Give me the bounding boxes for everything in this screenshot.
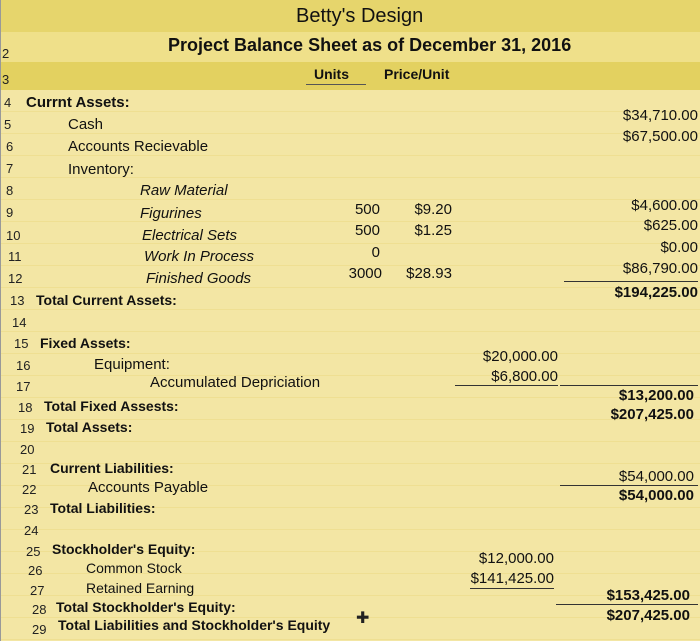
- equity-heading: Stockholder's Equity:: [52, 541, 196, 557]
- retained-underline: [470, 588, 554, 589]
- depreciation-value: $6,800.00: [491, 368, 558, 385]
- ap-value: $54,000.00: [618, 468, 694, 485]
- finished-units: 3000: [348, 265, 382, 282]
- ar-label: Accounts Recievable: [68, 138, 209, 155]
- electrical-price: $1.25: [414, 222, 452, 239]
- row-number[interactable]: 28: [32, 602, 47, 617]
- total-assets-value: $207,425.00: [610, 406, 694, 423]
- cash-value: $34,710.00: [622, 107, 698, 124]
- row-number[interactable]: 3: [2, 72, 10, 87]
- total-fixed-assets-label: Total Fixed Assests:: [44, 398, 179, 414]
- company-name: Betty's Design: [296, 5, 424, 27]
- total-liabilities-value: $54,000.00: [618, 487, 694, 504]
- row-number[interactable]: 4: [4, 95, 12, 110]
- header-band-3: [0, 62, 700, 90]
- figurines-label: Figurines: [140, 205, 202, 222]
- wip-units: 0: [371, 244, 380, 261]
- row-number[interactable]: 7: [6, 161, 14, 176]
- raw-material-label: Raw Material: [140, 182, 228, 199]
- row-number[interactable]: 10: [6, 228, 21, 243]
- common-stock-label: Common Stock: [86, 560, 182, 576]
- row-number[interactable]: 19: [20, 421, 35, 436]
- equipment-label: Equipment:: [94, 356, 170, 373]
- row-number[interactable]: 12: [8, 271, 23, 286]
- row-number[interactable]: 9: [6, 205, 14, 220]
- electrical-units: 500: [354, 222, 380, 239]
- units-underline: [306, 84, 366, 85]
- finished-value: $86,790.00: [622, 260, 698, 277]
- ap-underline: [560, 485, 698, 486]
- row-number[interactable]: 14: [12, 315, 27, 330]
- fixed-total-rule: [560, 385, 698, 386]
- crosshair-cursor-icon: ✚: [356, 610, 370, 627]
- total-liabilities-equity-label: Total Liabilities and Stockholder's Equity: [58, 617, 331, 633]
- common-stock-value: $12,000.00: [478, 550, 554, 567]
- total-fixed-assets-value: $13,200.00: [618, 387, 694, 404]
- depreciation-label: Accumulated Depriciation: [150, 374, 321, 391]
- ar-value: $67,500.00: [622, 128, 698, 145]
- row-number[interactable]: 13: [10, 293, 25, 308]
- row-number[interactable]: 26: [28, 563, 43, 578]
- row-number[interactable]: 18: [18, 400, 33, 415]
- equipment-value: $20,000.00: [482, 348, 558, 365]
- row-number[interactable]: 29: [32, 622, 47, 637]
- total-equity-label: Total Stockholder's Equity:: [56, 599, 236, 615]
- figurines-price: $9.20: [414, 201, 452, 218]
- row-number[interactable]: 25: [26, 544, 41, 559]
- row-number[interactable]: 16: [16, 358, 31, 373]
- row-number[interactable]: 2: [2, 46, 10, 61]
- row-number[interactable]: 27: [30, 583, 45, 598]
- retained-earning-value: $141,425.00: [470, 570, 554, 587]
- row-number[interactable]: 11: [8, 249, 22, 264]
- retained-earning-label: Retained Earning: [86, 580, 195, 596]
- total-liabilities-equity-value: $207,425.00: [606, 607, 690, 624]
- fixed-assets-heading: Fixed Assets:: [40, 335, 131, 351]
- total-assets-label: Total Assets:: [46, 419, 133, 435]
- row-number[interactable]: 6: [6, 139, 14, 154]
- sheet-title: Project Balance Sheet as of December 31, 2016: [168, 35, 572, 55]
- liabilities-heading: Current Liabilities:: [50, 460, 174, 476]
- electrical-value: $625.00: [643, 217, 698, 234]
- row-number[interactable]: 22: [22, 482, 37, 497]
- total-current-assets-value: $194,225.00: [614, 284, 698, 301]
- wip-label: Work In Process: [144, 248, 255, 265]
- units-header: Units: [314, 66, 349, 82]
- inventory-label: Inventory:: [68, 161, 134, 178]
- total-current-assets-label: Total Current Assets:: [36, 292, 177, 308]
- equity-total-rule: [556, 604, 698, 605]
- row-number[interactable]: 5: [4, 117, 12, 132]
- row-number[interactable]: 15: [14, 336, 29, 351]
- current-assets-heading: Currnt Assets:: [26, 94, 130, 111]
- row-number[interactable]: 8: [6, 183, 14, 198]
- finished-price: $28.93: [406, 265, 452, 282]
- left-gutter-line: [0, 0, 1, 641]
- cash-label: Cash: [68, 116, 104, 133]
- total-liabilities-label: Total Liabilities:: [50, 500, 156, 516]
- figurines-value: $4,600.00: [631, 197, 698, 214]
- row-number[interactable]: 24: [24, 523, 39, 538]
- row-number[interactable]: 23: [24, 502, 39, 517]
- finished-underline: [564, 281, 698, 282]
- price-header: Price/Unit: [384, 66, 450, 82]
- wip-value: $0.00: [660, 239, 698, 256]
- total-equity-value: $153,425.00: [606, 587, 690, 604]
- figurines-units: 500: [354, 201, 380, 218]
- electrical-label: Electrical Sets: [142, 227, 238, 244]
- row-number[interactable]: 20: [20, 442, 35, 457]
- row-number[interactable]: 17: [16, 379, 31, 394]
- row-number[interactable]: 21: [22, 462, 37, 477]
- finished-label: Finished Goods: [146, 270, 252, 287]
- ap-label: Accounts Payable: [88, 479, 209, 496]
- depreciation-underline: [455, 385, 558, 386]
